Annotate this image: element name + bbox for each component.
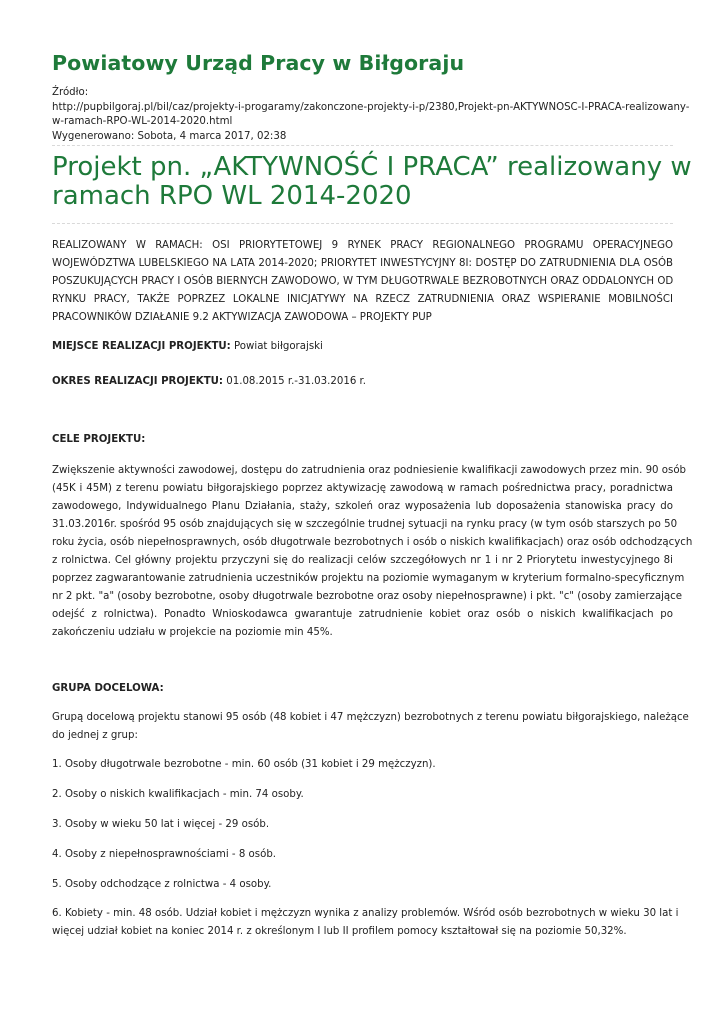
organization-name: Powiatowy Urząd Pracy w Biłgoraju <box>52 51 465 75</box>
project-period <box>52 373 673 391</box>
goals-paragraph <box>52 462 693 642</box>
goals-line: poprzez zagwarantowanie zatrudnienia uczestników projektu na poziomie wymaganym w kryterium formalno-specyficznym <box>52 573 685 584</box>
location-label: MIEJSCE REALIZACJI PROJEKTU: <box>52 341 231 352</box>
divider <box>52 145 673 146</box>
goals-line: 31.03.2016r. spośród 95 osób znajdujących się w szczególnie trudnej sytuacji na rynku pracy (w tym osób starszych po 50 <box>52 519 678 530</box>
target-intro-line: Grupą docelową projektu stanowi 95 osób (48 kobiet i 47 mężczyzn) bezrobotnych z terenu powiatu biłgorajskiego, należące <box>52 712 689 723</box>
group-item-6 <box>52 905 679 941</box>
intro-line: WOJEWÓDZTWA LUBELSKIEGO NA LATA 2014-2020; PRIORYTET INWESTYCYJNY 8I: DOSTĘP DO ZATRUDNIENIA DLA OSÓB <box>52 258 673 269</box>
goals-line: odejść z rolnictwa). Ponadto Wnioskodawca gwarantuje zatrudnienie kobiet oraz osób o niskich kwalifikacjach po <box>52 609 673 620</box>
goals-line: Zwiększenie aktywności zawodowej, dostępu do zatrudnienia oraz podniesienie kwalifikacji zawodowych przez min. 90 osób <box>52 465 687 476</box>
source-url-line-2: w-ramach-RPO-WL-2014-2020.html <box>52 116 233 128</box>
article-title-line-2: ramach RPO WL 2014-2020 <box>52 180 412 211</box>
generated-date: Wygenerowano: Sobota, 4 marca 2017, 02:38 <box>52 130 287 142</box>
intro-line: PRACOWNIKÓW DZIAŁANIE 9.2 AKTYWIZACJA ZAWODOWA – PROJEKTY PUP <box>52 312 432 323</box>
intro-line: RYNKU PRACY, TAKŻE POPRZEZ LOKALNE INICJATYWY NA RZECZ ZATRUDNIENIA ORAZ WSPIERANIE MOBILNOŚCI <box>52 294 673 305</box>
article-title-line-1: Projekt pn. „AKTYWNOŚĆ I PRACA” realizowany w <box>52 152 692 182</box>
group-item: 3. Osoby w wieku 50 lat i więcej - 29 osób. <box>52 819 270 830</box>
group-item: 5. Osoby odchodzące z rolnictwa - 4 osoby. <box>52 879 272 890</box>
project-location <box>52 338 673 356</box>
divider <box>52 223 673 224</box>
target-heading: GRUPA DOCELOWA: <box>52 683 164 694</box>
group-6-line: więcej udział kobiet na koniec 2014 r. z określonym I lub II profilem pomocy kształtował się na poziomie 50,32%. <box>52 926 627 937</box>
period-label: OKRES REALIZACJI PROJEKTU: <box>52 376 223 387</box>
intro-line: POSZUKUJĄCYCH PRACY I OSÓB BIERNYCH ZAWODOWO, W TYM DŁUGOTRWALE BEZROBOTNYCH ORAZ ODDALONYCH OD <box>52 276 674 287</box>
article-title <box>52 152 692 211</box>
intro-paragraph <box>52 237 673 327</box>
goals-heading: CELE PROJEKTU: <box>52 434 146 445</box>
goals-line: z rolnictwa. Cel główny projektu przyczyni się do realizacji celów szczegółowych nr 1 i nr 2 Priorytetu inwestycyjnego 8i <box>52 555 673 566</box>
location-value: Powiat biłgorajski <box>234 341 323 352</box>
group-6-line: 6. Kobiety - min. 48 osób. Udział kobiet i mężczyzn wynika z analizy problemów. Wśród osób bezrobotnych w wieku 30 lat i <box>52 908 679 919</box>
group-item: 2. Osoby o niskich kwalifikacjach - min. 74 osoby. <box>52 789 304 800</box>
goals-line: zakończeniu udziału w projekcie na poziomie min 45%. <box>52 627 333 638</box>
goals-line: roku życia, osób niepełnosprawnych, osób długotrwale bezrobotnych i osób o niskich kwalifikacjach) oraz osób odchodzących <box>52 537 693 548</box>
period-value: 01.08.2015 r.-31.03.2016 r. <box>226 376 367 387</box>
target-intro-line: do jednej z grup: <box>52 730 138 741</box>
goals-line: zawodowego, Indywidualnego Planu Działania, staży, szkoleń oraz wyposażenia lub doposażenia stanowiska pracy do <box>52 501 673 512</box>
source-url-line-1: http://pupbilgoraj.pl/bil/caz/projekty-i-progaramy/zakonczone-projekty-i-p/2380,Projekt-pn-AKTYWNOSC-I-PRACA-realizowany- <box>52 101 690 113</box>
goals-line: nr 2 pkt. "a" (osoby bezrobotne, osoby długotrwale bezrobotne oraz osoby niepełnosprawne) i pkt. "c" (osoby zamierzające <box>52 591 683 602</box>
group-item: 4. Osoby z niepełnosprawnościami - 8 osób. <box>52 849 277 860</box>
intro-line: REALIZOWANY W RAMACH: OSI PRIORYTETOWEJ 9 RYNEK PRACY REGIONALNEGO PROGRAMU OPERACYJNEGO <box>52 240 673 251</box>
group-item: 1. Osoby długotrwale bezrobotne - min. 60 osób (31 kobiet i 29 mężczyzn). <box>52 759 436 770</box>
source-label: Źródło: <box>52 87 89 98</box>
target-intro-paragraph <box>52 709 689 745</box>
source-metadata <box>52 86 690 144</box>
goals-line: (45K i 45M) z terenu powiatu biłgorajskiego poprzez aktywizację zawodową w ramach pośrednictwa pracy, poradnictwa <box>52 483 673 494</box>
